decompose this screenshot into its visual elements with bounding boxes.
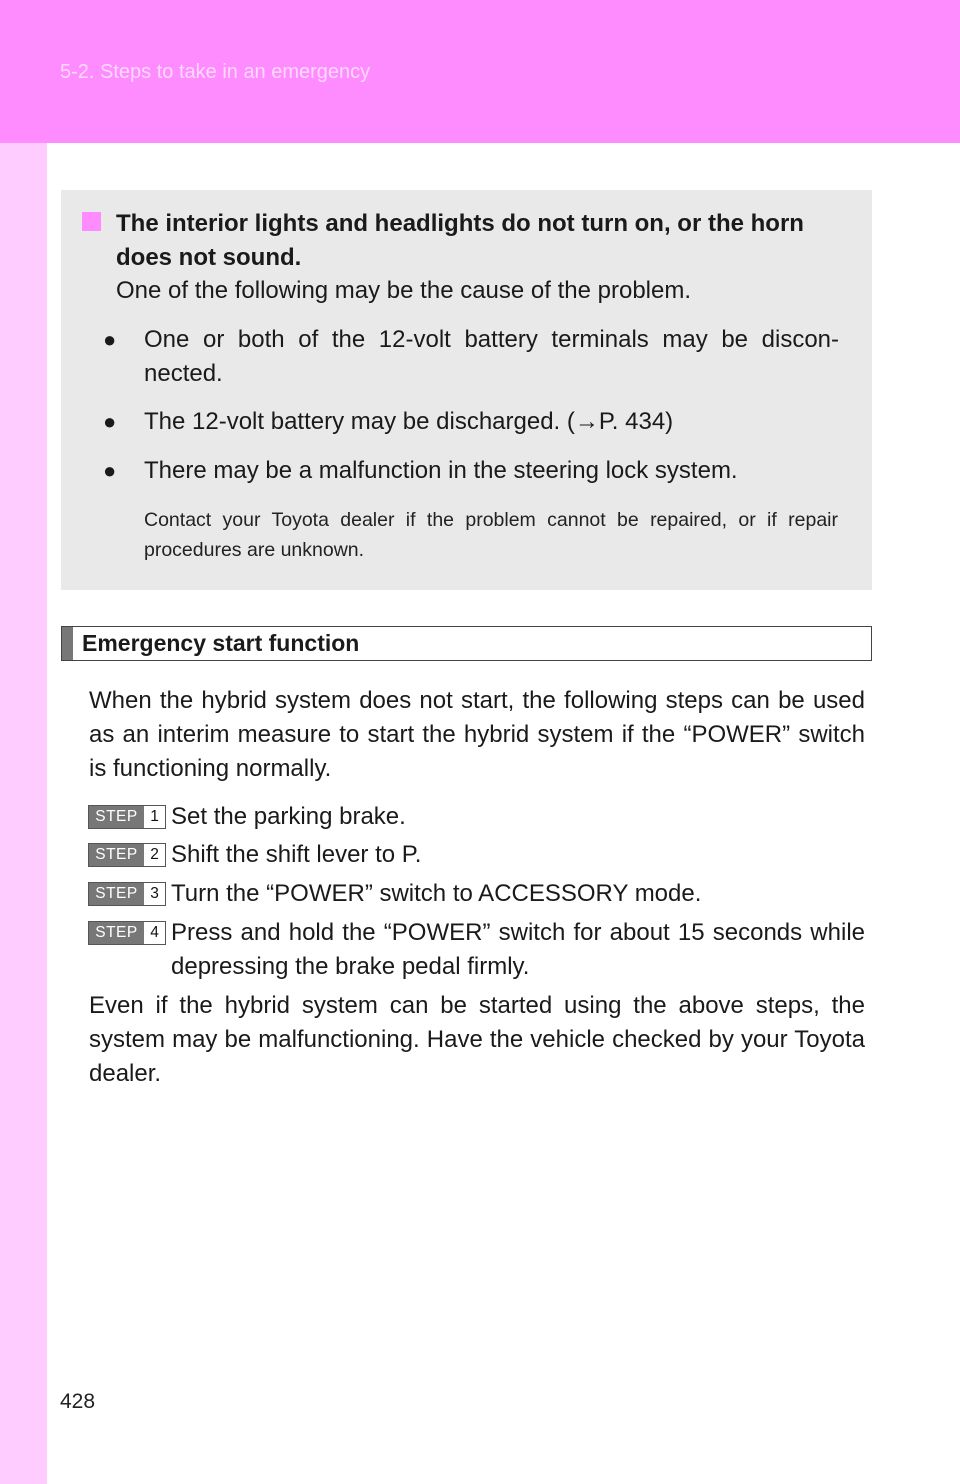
square-bullet-icon	[82, 212, 101, 231]
step-badge	[88, 882, 166, 906]
section-intro: When the hybrid system does not start, the following steps can be used as an interim measure to start the hybrid system if the “POWER” switch is functioning normally.	[89, 687, 865, 782]
step-label: STEP	[89, 806, 144, 828]
note-small-text: Contact your Toyota dealer if the problem cannot be repaired, or if repair procedures are unknown.	[144, 509, 838, 561]
step-badge	[88, 843, 166, 867]
bullet-icon: ●	[103, 458, 117, 483]
list-item	[103, 405, 839, 439]
step-label: STEP	[89, 844, 144, 866]
page-header	[0, 0, 960, 143]
step-row	[88, 800, 865, 834]
list-item-text: There may be a malfunction in the steering lock system.	[144, 457, 738, 484]
section-heading	[61, 626, 872, 661]
step-number: 2	[150, 846, 159, 863]
step-text: Shift the shift lever to P.	[171, 841, 422, 868]
note-title: The interior lights and headlights do not turn on, or the horn does not sound.	[116, 210, 804, 271]
step-number: 1	[150, 808, 159, 825]
step-badge	[88, 805, 166, 829]
list-item-text: The 12-volt battery may be discharged. (→P. 434)	[144, 408, 674, 435]
breadcrumb: 5-2. Steps to take in an emergency	[60, 61, 371, 83]
step-label: STEP	[89, 883, 144, 905]
section-closing: Even if the hybrid system can be started using the above steps, the system may be malfunctioning. Have the vehicle checked by your Toyota dealer.	[89, 992, 865, 1087]
heading-bar	[62, 627, 73, 660]
note-box	[61, 190, 872, 590]
step-row	[88, 916, 865, 984]
step-number: 3	[150, 885, 159, 902]
side-tab-strip	[0, 143, 47, 1484]
step-text: Press and hold the “POWER” switch for about 15 seconds while depressing the brake pedal firmly.	[171, 919, 865, 980]
step-number: 4	[150, 924, 159, 941]
step-text: Turn the “POWER” switch to ACCESSORY mode.	[171, 880, 702, 907]
bullet-icon: ●	[103, 409, 117, 434]
step-badge	[88, 921, 166, 945]
page-number: 428	[60, 1390, 96, 1413]
step-row	[88, 838, 865, 872]
note-title-row	[116, 207, 851, 275]
list-item-text	[144, 323, 839, 391]
list-item-line: nected.	[144, 360, 223, 387]
list-item-line: One or both of the 12-volt battery terminals may be discon-	[144, 326, 839, 353]
list-item	[103, 454, 839, 488]
step-text: Set the parking brake.	[171, 803, 406, 830]
step-row	[88, 877, 865, 911]
list-item	[103, 323, 839, 391]
step-label: STEP	[89, 922, 144, 944]
bullet-icon: ●	[103, 327, 117, 352]
section-heading-text: Emergency start function	[82, 630, 360, 656]
note-intro: One of the following may be the cause of the problem.	[116, 277, 692, 304]
